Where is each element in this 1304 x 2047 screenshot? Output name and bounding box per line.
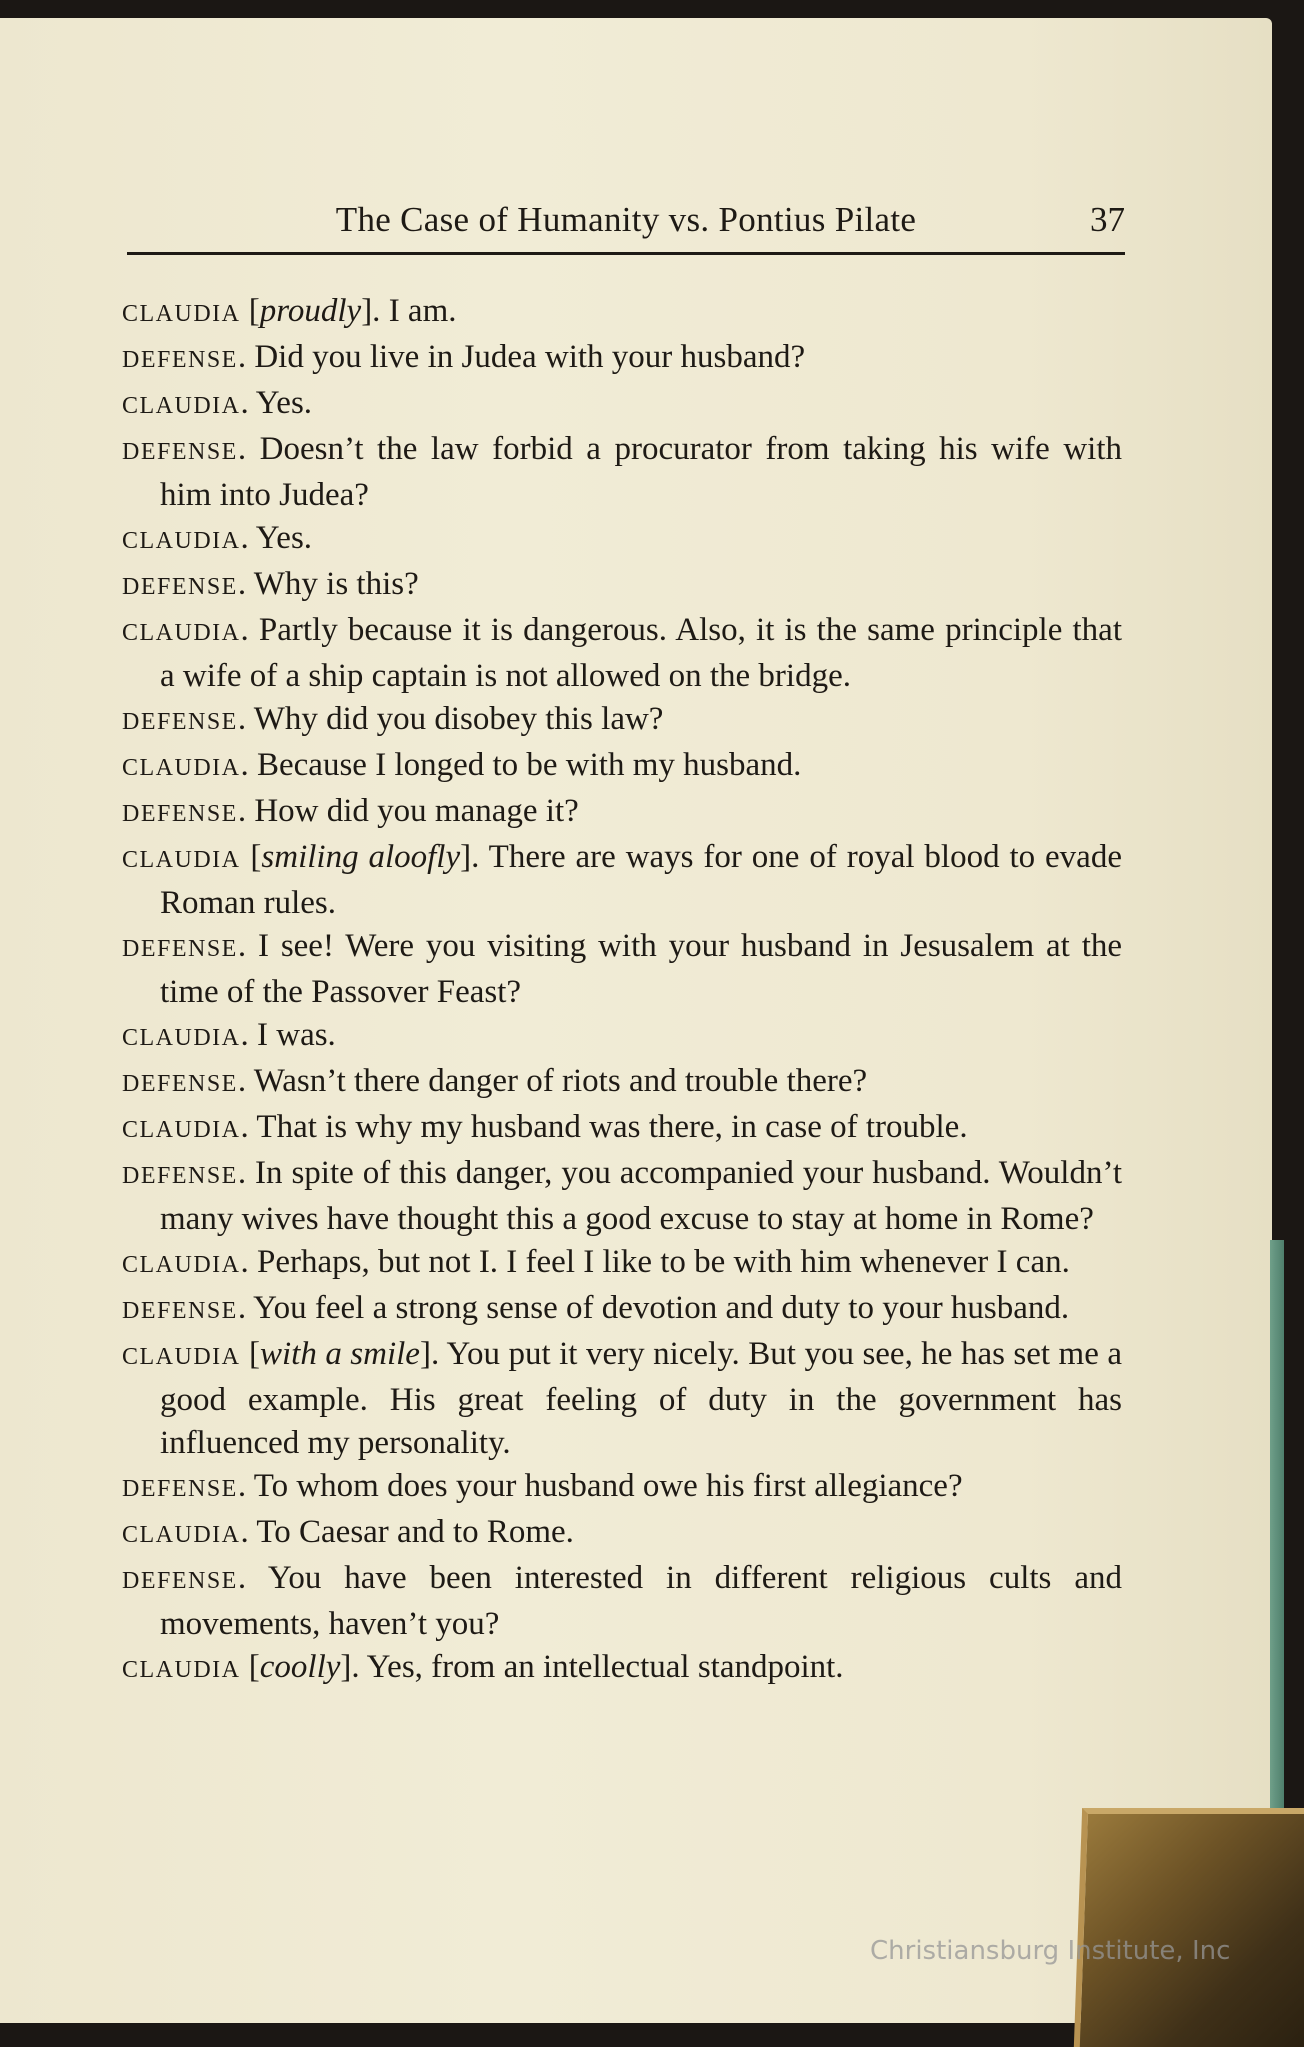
stage-direction: smiling aloofly [261,839,461,875]
spoken-text: Yes. [255,385,313,421]
spoken-text: I see! Were you visiting with your husband in Jesusalem at the time of the Passover Feast? [160,928,1123,1010]
speaker-name: CLAUDIA [122,1522,241,1548]
spoken-text: Why is this? [253,566,419,602]
spoken-text: Doesn’t the law forbid a procurator from taking his wife with him into Judea? [160,431,1123,513]
dialogue-line: CLAUDIA. I was. [122,1017,336,1053]
spoken-text: I was. [257,1017,336,1053]
speaker-name: DEFENSE [122,1163,238,1189]
dialogue-line: CLAUDIA. That is why my husband was there, in case of trouble. [122,1109,968,1145]
dialogue-line: DEFENSE. To whom does your husband owe his first allegiance? [122,1468,963,1504]
speaker-name: CLAUDIA [122,1344,241,1370]
spoken-text: Perhaps, but not I. I feel I like to be with him whenever I can. [257,1244,1070,1280]
dialogue-line: DEFENSE. You feel a strong sense of devotion and duty to your husband. [122,1290,1070,1326]
speaker-name: CLAUDIA [122,1025,241,1051]
dialogue-line: CLAUDIA. Perhaps, but not I. I feel I like to be with him whenever I can. [122,1244,1070,1280]
speaker-name: CLAUDIA [122,1252,241,1278]
spoken-text: To whom does your husband owe his first allegiance? [253,1468,963,1504]
speaker-name: DEFENSE [122,347,238,373]
dialogue-line: CLAUDIA. Partly because it is dangerous. Also, it is the same principle that a wife of a ship captain is not allowed on the bridge. [122,612,1123,694]
dialogue-line: DEFENSE. Why is this? [122,566,419,602]
spoken-text: You have been interested in different religious cults and movements, haven’t you? [160,1560,1122,1642]
dialogue-line: DEFENSE. You have been interested in different religious cults and movements, haven’t you? [122,1560,1122,1642]
speaker-name: DEFENSE [122,801,238,827]
spoken-text: You feel a strong sense of devotion and duty to your husband. [253,1290,1070,1326]
stage-direction: coolly [259,1649,341,1685]
speaker-name: DEFENSE [122,574,238,600]
speaker-name: DEFENSE [122,1476,238,1502]
dialogue-line: DEFENSE. How did you manage it? [122,793,579,829]
green-cover-edge [1270,1240,1284,1820]
spoken-text: I am. [388,293,457,329]
speaker-name: DEFENSE [122,1568,238,1594]
speaker-name: CLAUDIA [122,847,241,873]
spoken-text: In spite of this danger, you accompanied your husband. Wouldn’t many wives have thought this a good excuse to stay at home in Rome? [160,1155,1123,1237]
speaker-name: CLAUDIA [122,528,241,554]
dialogue-line: DEFENSE. I see! Were you visiting with your husband in Jesusalem at the time of the Passover Feast? [122,928,1123,1010]
spoken-text: To Caesar and to Rome. [256,1514,574,1550]
dialogue-body [122,290,1122,1692]
speaker-name: CLAUDIA [122,393,241,419]
spoken-text: Wasn’t there danger of riots and trouble there? [253,1063,868,1099]
spoken-text: Yes, from an intellectual standpoint. [366,1649,844,1685]
watermark: Christiansburg Institute, Inc [870,1936,1231,1966]
spoken-text: How did you manage it? [254,793,579,829]
speaker-name: DEFENSE [122,1298,238,1324]
header-rule [127,252,1125,255]
dialogue-line: CLAUDIA. Yes. [122,520,313,556]
page-number: 37 [1090,200,1125,239]
speaker-name: DEFENSE [122,1071,238,1097]
dialogue-line: DEFENSE. In spite of this danger, you accompanied your husband. Wouldn’t many wives have thought this a good excuse to stay at home in Rome? [122,1155,1123,1237]
spoken-text: That is why my husband was there, in case of trouble. [256,1109,968,1145]
spoken-text: Why did you disobey this law? [253,701,664,737]
stage-direction: proudly [259,293,362,329]
dialogue-line: CLAUDIA [proudly]. I am. [122,293,457,329]
book-cover-corner [1074,1808,1304,2047]
spoken-text: Because I longed to be with my husband. [257,747,802,783]
dialogue-line: CLAUDIA [coolly]. Yes, from an intellectual standpoint. [122,1649,844,1685]
speaker-name: DEFENSE [122,439,238,465]
speaker-name: CLAUDIA [122,1657,241,1683]
spoken-text: Did you live in Judea with your husband? [254,339,806,375]
speaker-name: DEFENSE [122,936,238,962]
dialogue-line: DEFENSE. Wasn’t there danger of riots and trouble there? [122,1063,868,1099]
stage-direction: with a smile [259,1336,420,1372]
spoken-text: Partly because it is dangerous. Also, it is the same principle that a wife of a ship captain is not allowed on the bridge. [160,612,1123,694]
dialogue-line: CLAUDIA. Because I longed to be with my husband. [122,747,802,783]
speaker-name: CLAUDIA [122,1117,241,1143]
dialogue-line: CLAUDIA [with a smile]. You put it very nicely. But you see, he has set me a good example. His great feeling of duty in the government has influenced my personality. [122,1336,1122,1461]
running-title: The Case of Humanity vs. Pontius Pilate [335,200,917,239]
speaker-name: CLAUDIA [122,755,241,781]
running-header [127,200,1125,248]
dialogue-line: CLAUDIA [smiling aloofly]. There are ways for one of royal blood to evade Roman rules. [122,839,1122,921]
dialogue-line: DEFENSE. Why did you disobey this law? [122,701,664,737]
spoken-text: Yes. [255,520,313,556]
spoken-text: There are ways for one of royal blood to evade Roman rules. [160,839,1122,921]
speaker-name: CLAUDIA [122,620,241,646]
speaker-name: DEFENSE [122,709,238,735]
dialogue-line: DEFENSE. Did you live in Judea with your husband? [122,339,806,375]
dialogue-line: CLAUDIA. To Caesar and to Rome. [122,1514,574,1550]
spoken-text: You put it very nicely. But you see, he has set me a good example. His great feeling of duty in the government has influenced my personality. [160,1336,1122,1461]
dialogue-line: CLAUDIA. Yes. [122,385,313,421]
speaker-name: CLAUDIA [122,301,241,327]
dialogue-line: DEFENSE. Doesn’t the law forbid a procurator from taking his wife with him into Judea? [122,431,1123,513]
